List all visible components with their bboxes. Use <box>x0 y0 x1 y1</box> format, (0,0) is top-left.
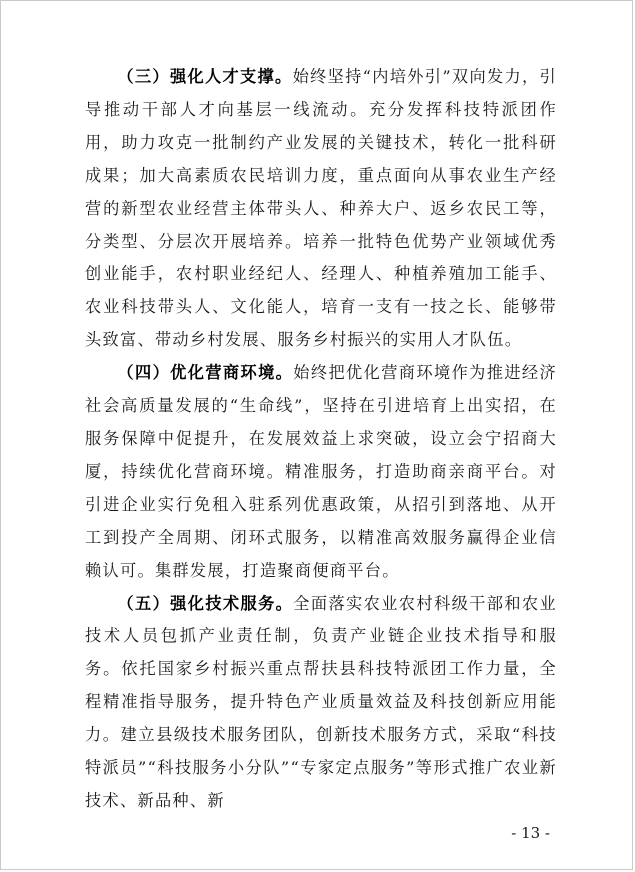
paragraph-text-4: 始终把优化营商环境作为推进经济社会高质量发展的“生命线”，坚持在引进培育上出实招，在服务保障中促提升，在发展效益上求突破，设立会宁招商大厦，持续优化营商环境。精准服务，打造助商亲商平台。对引进企业实行免租入驻系列优惠政策，从招引到落地、从开工到投产全周期、闭环式服务，以精准高效服务赢得企业信赖认可。集群发展，打造聚商便商平台。 <box>85 363 558 580</box>
paragraph-text-5: 全面落实农业农村科级干部和农业技术人员包抓产业责任制，负责产业链企业技术指导和服务。依托国家乡村振兴重点帮扶县科技特派团工作力量，全程精准指导服务，提升特色产业质量效益及科技创新应用能力。建立县级技术服务团队，创新技术服务方式，采取“科技特派员”“科技服务小分队”“专家定点服务”等形式推广农业新技术、新品种、新 <box>85 593 558 810</box>
page-number: - 13 - <box>511 824 550 842</box>
section-heading-3: （三）强化人才支撑。 <box>117 67 293 86</box>
document-body <box>85 61 557 818</box>
paragraph-business-environment <box>85 357 557 587</box>
section-heading-4: （四）优化营商环境。 <box>117 363 294 383</box>
paragraph-technical-service <box>85 588 557 818</box>
paragraph-text-3: 始终坚持“内培外引”双向发力，引导推动干部人才向基层一线流动。充分发挥科技特派团作用，助力攻克一批制约产业发展的关键技术，转化一批科研成果；加大高素质农民培训力度，重点面向从事农业生产经营的新型农业经营主体带头人、种养大户、返乡农民工等，分类型、分层次开展培养。培养一批特色优势产业领域优秀创业能手，农村职业经纪人、经理人、种植养殖加工能手、农业科技带头人、文化能人，培育一支有一技之长、能够带头致富、带动乡村发展、服务乡村振兴的实用人才队伍。 <box>85 67 558 350</box>
paragraph-talent-support <box>85 61 557 357</box>
section-heading-5: （五）强化技术服务。 <box>117 593 294 613</box>
